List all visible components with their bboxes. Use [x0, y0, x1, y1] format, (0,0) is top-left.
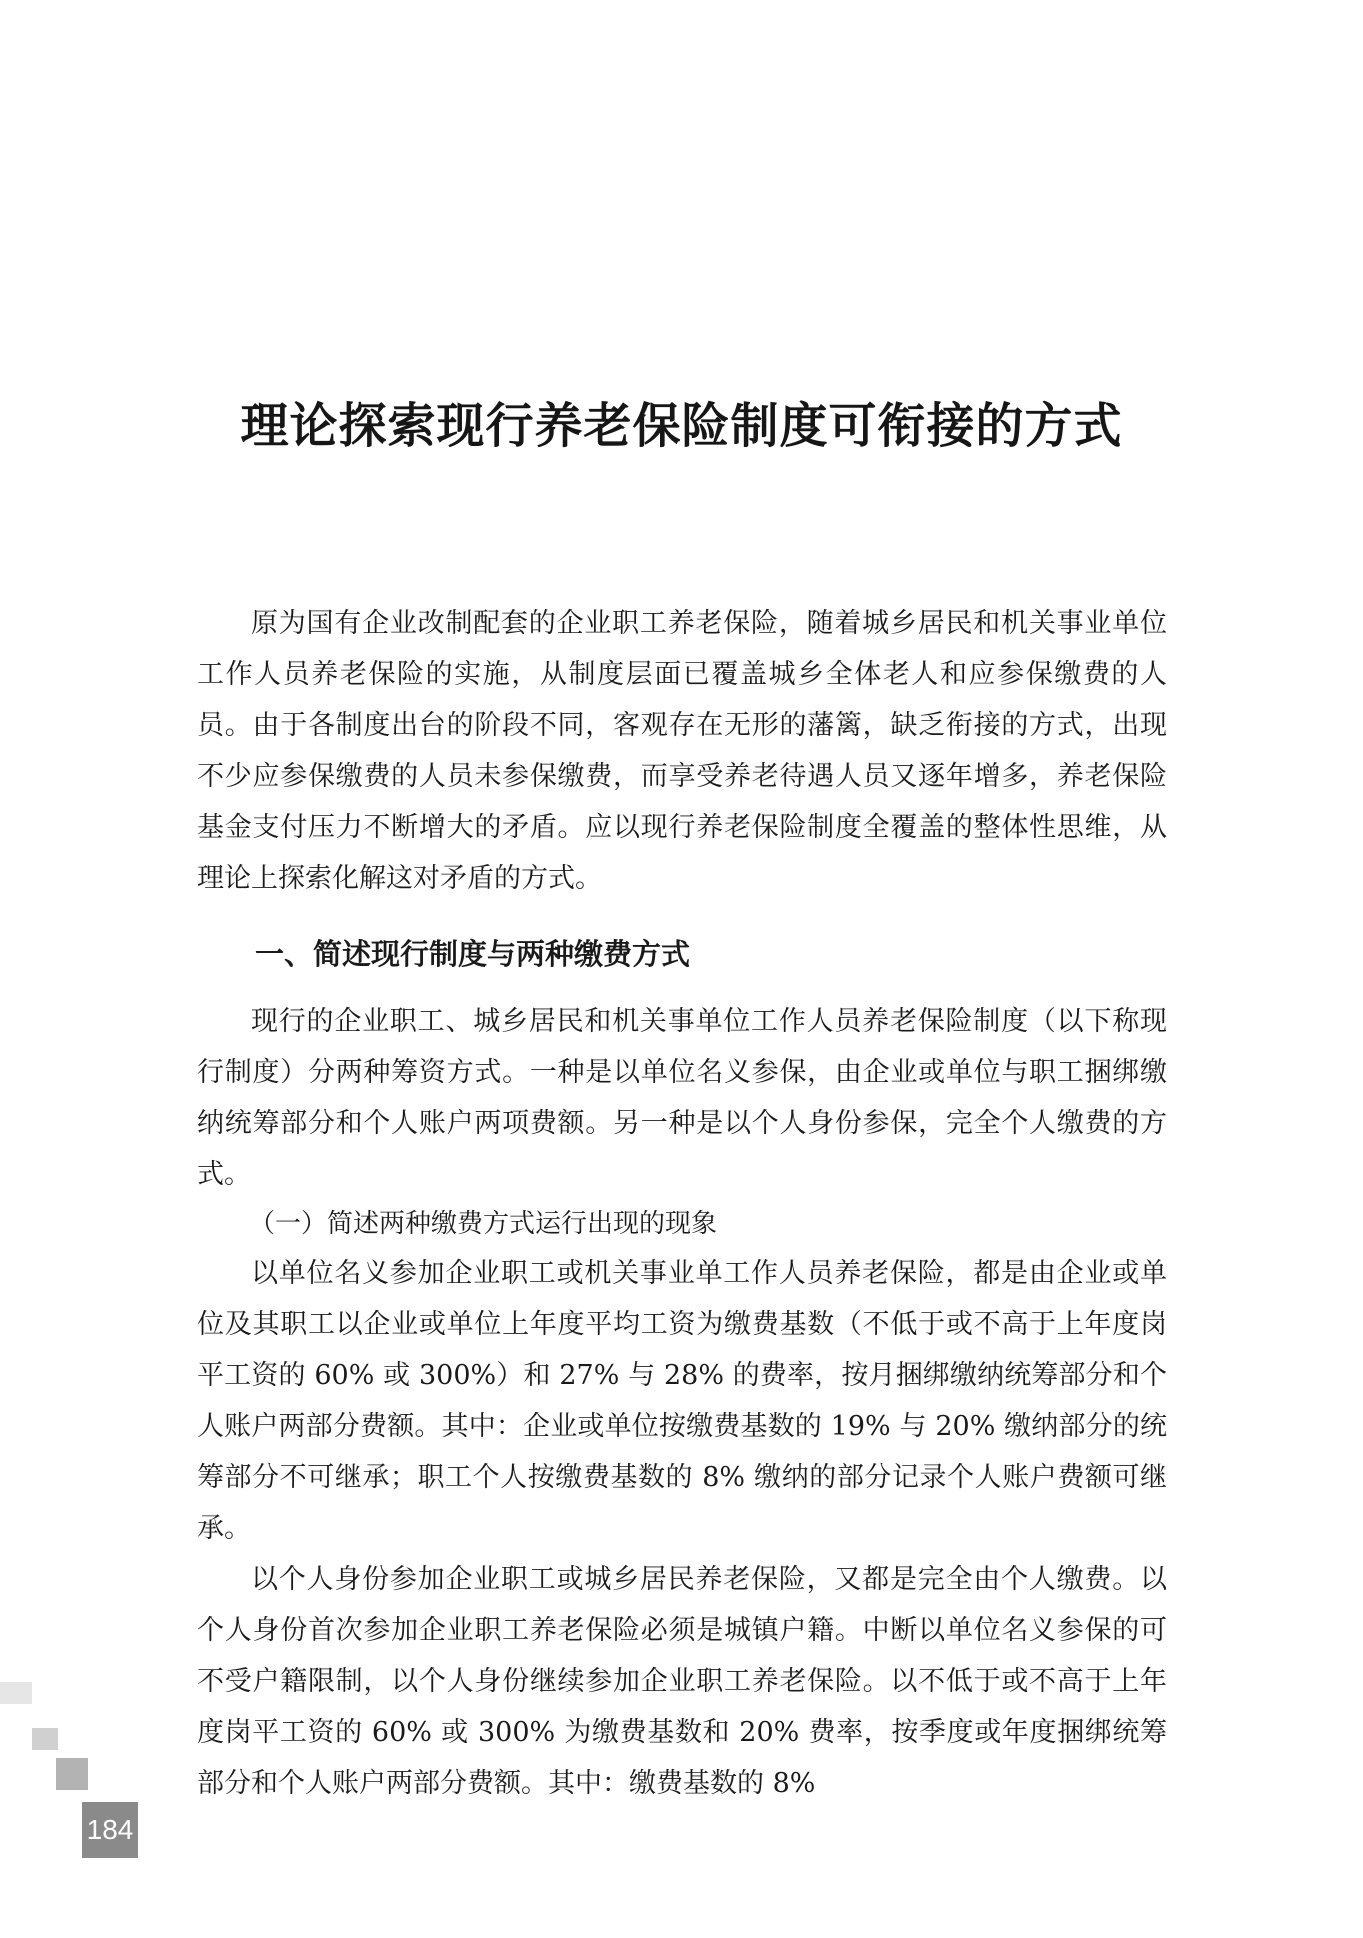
page-number: 184: [82, 1802, 138, 1858]
decorative-square: [56, 1758, 88, 1790]
decorative-square: [0, 1682, 32, 1704]
sub-heading: （一）简述两种缴费方式运行出现的现象: [249, 1209, 718, 1239]
section-paragraph-2: 以单位名义参加企业职工或机关事业单工作人员养老保险，都是由企业或单位及其职工以企业或单位上年度平均工资为缴费基数（不低于或不高于上年度岗平工资的 60% 或 300%）和 27% 与 28% 的费率，按月捆绑缴纳统筹部分和个人账户两部分费额。其中：企业或单位按缴费基数的 19% 与 20% 缴纳部分的统筹部分不可继承；职工个人按缴费基数的 8% 缴纳的部分记录个人账户费额可继承。: [197, 1258, 1167, 1544]
body-text: [197, 598, 1167, 1809]
decorative-square: [32, 1728, 58, 1750]
page-title: 理论探索现行养老保险制度可衔接的方式: [240, 398, 1123, 455]
section-paragraph-1: 现行的企业职工、城乡居民和机关事单位工作人员养老保险制度（以下称现行制度）分两种筹资方式。一种是以单位名义参保，由企业或单位与职工捆绑缴纳统筹部分和个人账户两项费额。另一种是以个人身份参保，完全个人缴费的方式。: [197, 1006, 1167, 1190]
intro-paragraph: 原为国有企业改制配套的企业职工养老保险，随着城乡居民和机关事业单位工作人员养老保险的实施，从制度层面已覆盖城乡全体老人和应参保缴费的人员。由于各制度出台的阶段不同，客观存在无形的藩篱，缺乏衔接的方式，出现不少应参保缴费的人员未参保缴费，而享受养老待遇人员又逐年增多，养老保险基金支付压力不断增大的矛盾。应以现行养老保险制度全覆盖的整体性思维，从理论上探索化解这对矛盾的方式。: [197, 608, 1167, 894]
section-paragraph-3: 以个人身份参加企业职工或城乡居民养老保险，又都是完全由个人缴费。以个人身份首次参加企业职工养老保险必须是城镇户籍。中断以单位名义参保的可不受户籍限制，以个人身份继续参加企业职工养老保险。以不低于或不高于上年度岗平工资的 60% 或 300% 为缴费基数和 20% 费率，按季度或年度捆绑统筹部分和个人账户两部分费额。其中：缴费基数的 8%: [197, 1564, 1167, 1799]
section-heading: 一、简述现行制度与两种缴费方式: [255, 937, 691, 971]
